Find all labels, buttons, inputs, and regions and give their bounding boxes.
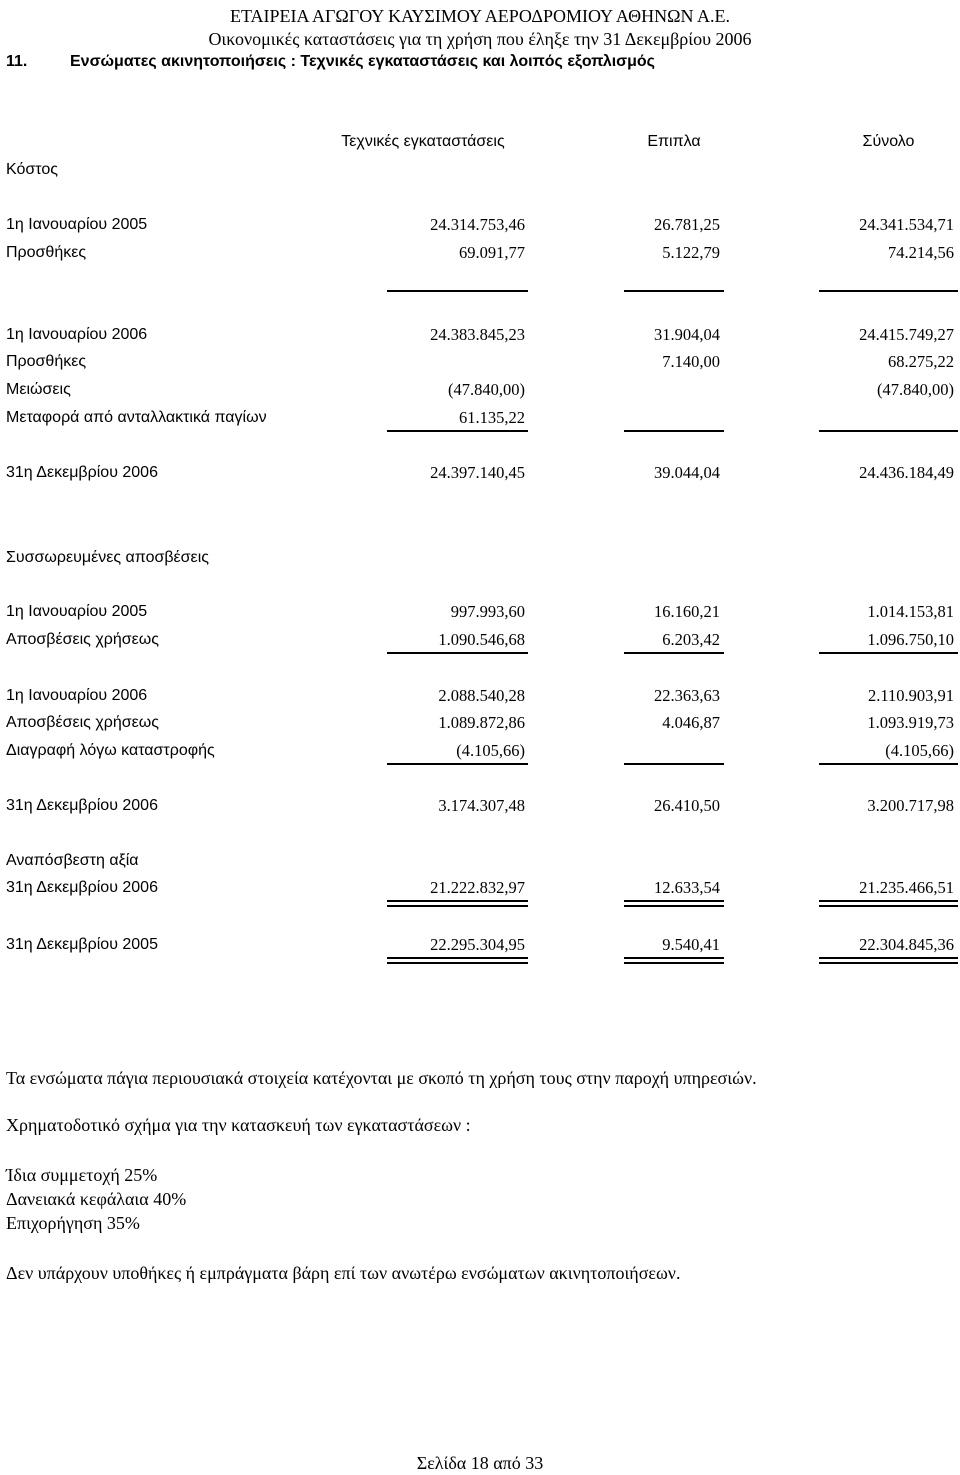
row-label: Μεταφορά από ανταλλακτικά παγίων [6, 409, 267, 426]
row-label: 31η Δεκεμβρίου 2006 [6, 464, 158, 481]
cell-total: 2.110.903,91 [867, 686, 954, 705]
subtotal-rule [624, 430, 724, 432]
row-label: 1η Ιανουαρίου 2006 [6, 326, 148, 343]
cell-technical: 3.174.307,48 [438, 796, 525, 815]
company-name: ΕΤΑΙΡΕΙΑ ΑΓΩΓΟΥ ΚΑΥΣΙΜΟΥ ΑΕΡΟΔΡΟΜΙΟΥ ΑΘΗΝΩΝ Α.Ε. [229, 6, 731, 26]
total-double-rule [624, 900, 724, 907]
cell-furniture: 26.781,25 [654, 215, 720, 234]
cell-total: 1.093.919,73 [867, 713, 954, 732]
total-double-rule [819, 900, 958, 907]
total-double-rule [387, 957, 528, 964]
subtotal-rule [387, 430, 528, 432]
cell-total: 3.200.717,98 [867, 796, 954, 815]
cell-furniture: 22.363,63 [654, 686, 720, 705]
note-grant: Επιχορήγηση 35% [6, 1213, 140, 1233]
cell-furniture: 4.046,87 [662, 713, 720, 732]
cost-heading: Κόστος [6, 161, 58, 178]
cell-total: 21.235.466,51 [859, 878, 954, 897]
statement-subtitle: Οικονομικές καταστάσεις για τη χρήση που έληξε την 31 Δεκεμβρίου 2006 [208, 29, 752, 49]
note-no-mortgages: Δεν υπάρχουν υποθήκες ή εμπράγματα βάρη επί των ανωτέρω ενσώματων ακινητοποιήσεων. [6, 1263, 681, 1283]
cell-furniture: 16.160,21 [654, 602, 720, 621]
row-label: Προσθήκες [6, 244, 87, 261]
total-double-rule [819, 957, 958, 964]
cell-furniture: 6.203,42 [662, 630, 720, 649]
cell-technical: 1.089.872,86 [438, 713, 525, 732]
cell-total: (4.105,66) [885, 741, 954, 760]
cell-furniture: 26.410,50 [654, 796, 720, 815]
column-header-total: Σύνολο [862, 133, 915, 150]
cell-furniture: 5.122,79 [662, 243, 720, 262]
column-header-technical-installations: Τεχνικές εγκαταστάσεις [341, 133, 505, 150]
subtotal-rule [819, 652, 958, 654]
subtotal-rule [387, 763, 528, 765]
cell-furniture: 7.140,00 [662, 352, 720, 371]
row-label: Μειώσεις [6, 381, 71, 398]
note-financing-intro: Χρηματοδοτικό σχήμα για την κατασκευή των εγκαταστάσεων : [6, 1115, 471, 1135]
subtotal-rule [819, 430, 958, 432]
cell-technical: (4.105,66) [456, 741, 525, 760]
subtotal-rule [624, 290, 724, 292]
note-own-contribution: Ίδια συμμετοχή 25% [6, 1165, 158, 1185]
cell-total: 24.436.184,49 [859, 463, 954, 482]
cell-technical: 24.314.753,46 [430, 215, 525, 234]
cell-technical: 1.090.546,68 [438, 630, 525, 649]
page-number: Σελίδα 18 από 33 [416, 1453, 544, 1473]
row-label: Αποσβέσεις χρήσεως [6, 631, 159, 648]
cell-furniture: 31.904,04 [654, 325, 720, 344]
row-label: 31η Δεκεμβρίου 2005 [6, 936, 158, 953]
cell-technical: 22.295.304,95 [430, 935, 525, 954]
cell-furniture: 39.044,04 [654, 463, 720, 482]
subtotal-rule [387, 290, 528, 292]
section-number: 11. [6, 53, 28, 70]
cell-technical: 997.993,60 [450, 602, 525, 621]
section-heading [6, 52, 655, 72]
subtotal-rule [624, 763, 724, 765]
subtotal-rule [819, 763, 958, 765]
cell-total: 24.341.534,71 [859, 215, 954, 234]
note-purpose: Τα ενσώματα πάγια περιουσιακά στοιχεία κατέχονται με σκοπό τη χρήση τους στην παροχή υπηρεσιών. [6, 1068, 757, 1088]
cell-total: 22.304.845,36 [859, 935, 954, 954]
cell-total: 24.415.749,27 [859, 325, 954, 344]
row-label: 31η Δεκεμβρίου 2006 [6, 879, 158, 896]
note-loans: Δανειακά κεφάλαια 40% [6, 1189, 187, 1209]
subtotal-rule [819, 290, 958, 292]
cell-technical: 61.135,22 [459, 408, 525, 427]
subtotal-rule [624, 652, 724, 654]
net-value-heading: Αναπόσβεστη αξία [6, 852, 139, 869]
total-double-rule [387, 900, 528, 907]
cell-total: 68.275,22 [888, 352, 954, 371]
depreciation-heading: Συσσωρευμένες αποσβέσεις [6, 549, 209, 566]
row-label: 1η Ιανουαρίου 2005 [6, 216, 148, 233]
row-label: Αποσβέσεις χρήσεως [6, 714, 159, 731]
cell-total: 1.014.153,81 [867, 602, 954, 621]
row-label: 1η Ιανουαρίου 2006 [6, 687, 148, 704]
cell-furniture: 12.633,54 [654, 878, 720, 897]
cell-furniture: 9.540,41 [662, 935, 720, 954]
column-header-furniture: Επιπλα [647, 133, 701, 150]
row-label: 1η Ιανουαρίου 2005 [6, 603, 148, 620]
cell-technical: 24.383.845,23 [430, 325, 525, 344]
cell-technical: 21.222.832,97 [430, 878, 525, 897]
cell-total: 74.214,56 [888, 243, 954, 262]
section-title: Ενσώματες ακινητοποιήσεις : Τεχνικές εγκαταστάσεις και λοιπός εξοπλισμός [70, 53, 655, 70]
cell-technical: 2.088.540,28 [438, 686, 525, 705]
row-label: Προσθήκες [6, 353, 87, 370]
total-double-rule [624, 957, 724, 964]
row-label: Διαγραφή λόγω καταστροφής [6, 742, 215, 759]
cell-technical: (47.840,00) [448, 380, 525, 399]
cell-technical: 24.397.140,45 [430, 463, 525, 482]
cell-total: (47.840,00) [877, 380, 954, 399]
cell-total: 1.096.750,10 [867, 630, 954, 649]
subtotal-rule [387, 652, 528, 654]
cell-technical: 69.091,77 [459, 243, 525, 262]
row-label: 31η Δεκεμβρίου 2006 [6, 797, 158, 814]
